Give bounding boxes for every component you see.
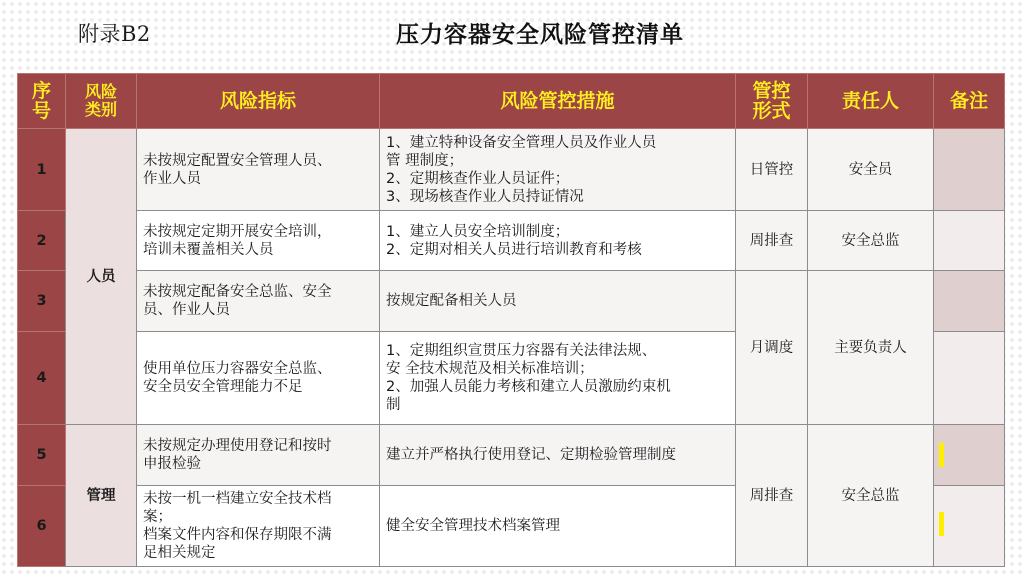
- col-header-indicator: 风险指标: [137, 74, 380, 129]
- col-header-form: 管控 形式: [736, 74, 808, 129]
- col-header-note: 备注: [934, 74, 1005, 129]
- row-index: 1: [18, 129, 66, 211]
- row-index: 5: [18, 425, 66, 486]
- table-header-row: [18, 74, 1005, 129]
- control-measures-cell: 1、建立特种设备安全管理人员及作业人员 管 理制度； 2、定期核查作业人员证件； 3、现场核查作业人员持证情况: [380, 129, 736, 211]
- risk-indicator-cell: 未按一机一档建立安全技术档 案； 档案文件内容和保存期限不满 足相关规定: [137, 486, 380, 567]
- highlight-marker: [939, 512, 944, 536]
- col-header-owner: 责任人: [808, 74, 934, 129]
- control-measures-cell: 建立并严格执行使用登记、定期检验管理制度: [380, 425, 736, 486]
- slide-header: [0, 0, 1024, 66]
- risk-indicator-cell: 未按规定办理使用登记和按时 申报检验: [137, 425, 380, 486]
- col-header-index: 序 号: [18, 74, 66, 129]
- control-measures-cell: 1、建立人员安全培训制度； 2、定期对相关人员进行培训教育和考核: [380, 211, 736, 271]
- risk-indicator-cell: 未按规定配备安全总监、安全 员、作业人员: [137, 271, 380, 332]
- note-cell: [934, 486, 1005, 567]
- note-cell: [934, 211, 1005, 271]
- control-form-cell: 周排查: [736, 211, 808, 271]
- table-row: [18, 271, 1005, 332]
- risk-indicator-cell: 未按规定定期开展安全培训， 培训未覆盖相关人员: [137, 211, 380, 271]
- row-index: 2: [18, 211, 66, 271]
- control-form-cell: 月调度: [736, 271, 808, 425]
- control-measures-cell: 健全安全管理技术档案管理: [380, 486, 736, 567]
- owner-cell: 安全总监: [808, 211, 934, 271]
- category-cell: 人员: [66, 129, 137, 425]
- risk-indicator-cell: 使用单位压力容器安全总监、 安全员安全管理能力不足: [137, 332, 380, 425]
- risk-indicator-cell: 未按规定配置安全管理人员、 作业人员: [137, 129, 380, 211]
- note-cell: [934, 332, 1005, 425]
- row-index: 6: [18, 486, 66, 567]
- control-form-cell: 周排查: [736, 425, 808, 567]
- col-header-category: 风险 类别: [66, 74, 137, 129]
- table-row: [18, 129, 1005, 211]
- owner-cell: 安全员: [808, 129, 934, 211]
- row-index: 4: [18, 332, 66, 425]
- control-form-cell: 日管控: [736, 129, 808, 211]
- note-cell: [934, 425, 1005, 486]
- owner-cell: 主要负责人: [808, 271, 934, 425]
- col-header-measures: 风险管控措施: [380, 74, 736, 129]
- owner-cell: 安全总监: [808, 425, 934, 567]
- control-measures-cell: 按规定配备相关人员: [380, 271, 736, 332]
- control-measures-cell: 1、定期组织宣贯压力容器有关法律法规、 安 全技术规范及相关标准培训； 2、加强人员能力考核和建立人员激励约束机 制: [380, 332, 736, 425]
- risk-control-table: [17, 73, 1005, 567]
- page-title: 压力容器安全风险管控清单: [396, 22, 684, 48]
- table-row: [18, 425, 1005, 486]
- highlight-marker: [939, 443, 944, 467]
- note-cell: [934, 271, 1005, 332]
- category-cell: 管理: [66, 425, 137, 567]
- note-cell: [934, 129, 1005, 211]
- appendix-label: 附录B2: [78, 22, 151, 46]
- table-row: [18, 211, 1005, 271]
- row-index: 3: [18, 271, 66, 332]
